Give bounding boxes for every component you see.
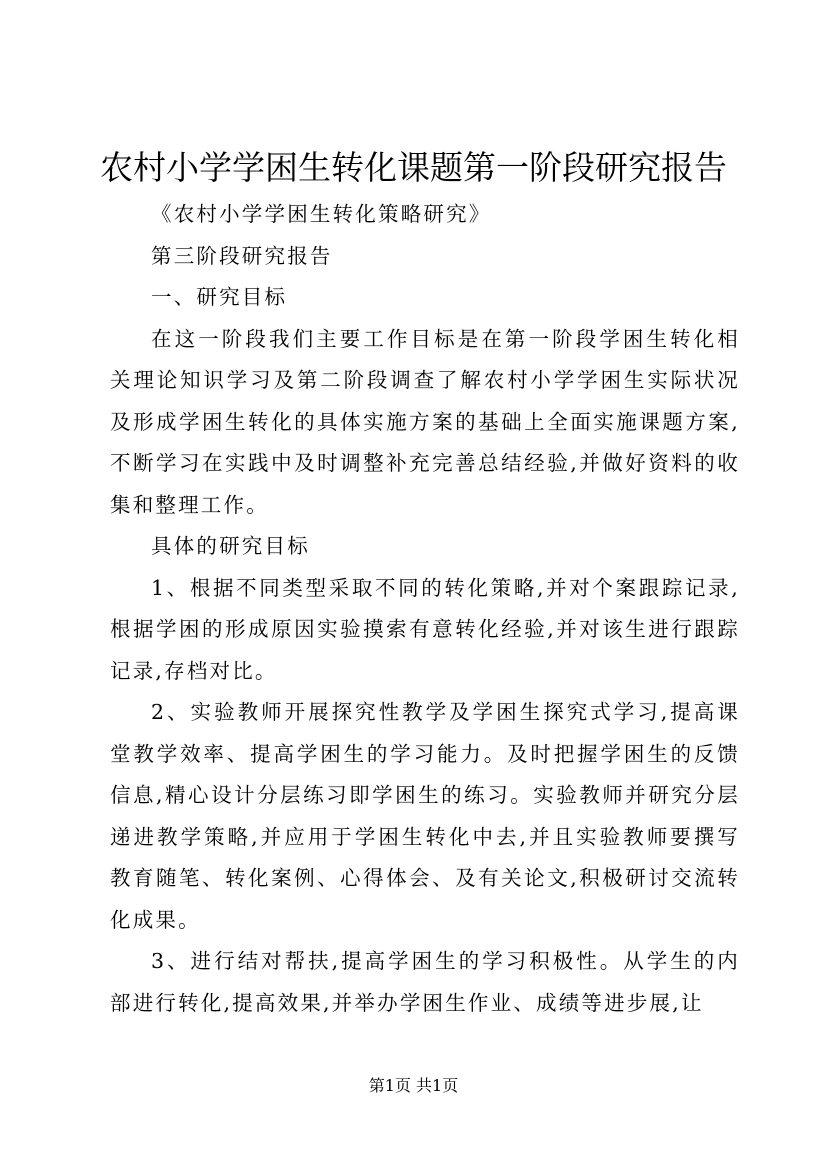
document-title: 农村小学学困生转化课题第一阶段研究报告 xyxy=(100,148,727,187)
page-footer: 第1页 共1页 xyxy=(368,1076,459,1095)
paragraph-item-3: 3、进行结对帮扶,提高学困生的学习积极性。从学生的内部进行转化,提高效果,并举办学困生作业、成绩等进步展,让 xyxy=(110,949,740,1015)
section-heading-specific-objectives: 具体的研究目标 xyxy=(151,534,310,558)
paragraph-subtitle: 《农村小学学困生转化策略研究》 xyxy=(151,202,492,226)
paragraph-stage: 第三阶段研究报告 xyxy=(151,243,333,268)
section-heading-objectives: 一、研究目标 xyxy=(151,285,288,309)
paragraph-item-1: 1、根据不同类型采取不同的转化策略,并对个案跟踪记录,根据学困的形成原因实验摸索有意转化经验,并对该生进行跟踪记录,存档对比。 xyxy=(110,575,740,683)
paragraph-objectives: 在这一阶段我们主要工作目标是在第一阶段学困生转化相关理论知识学习及第二阶段调查了解农村小学学困生实际状况及形成学困生转化的具体实施方案的基础上全面实施课题方案,不断学习在实践中及时调整补充完善总结经验,并做好资料的收集和整理工作。 xyxy=(110,326,740,517)
document-body xyxy=(110,194,740,1024)
paragraph-item-2: 2、实验教师开展探究性教学及学困生探究式学习,提高课堂教学效率、提高学困生的学习能力。及时把握学困生的反馈信息,精心设计分层练习即学困生的练习。实验教师并研究分层递进教学策略,并应用于学困生转化中去,并且实验教师要撰写教育随笔、转化案例、心得体会、及有关论文,积极研讨交流转化成果。 xyxy=(110,700,740,932)
